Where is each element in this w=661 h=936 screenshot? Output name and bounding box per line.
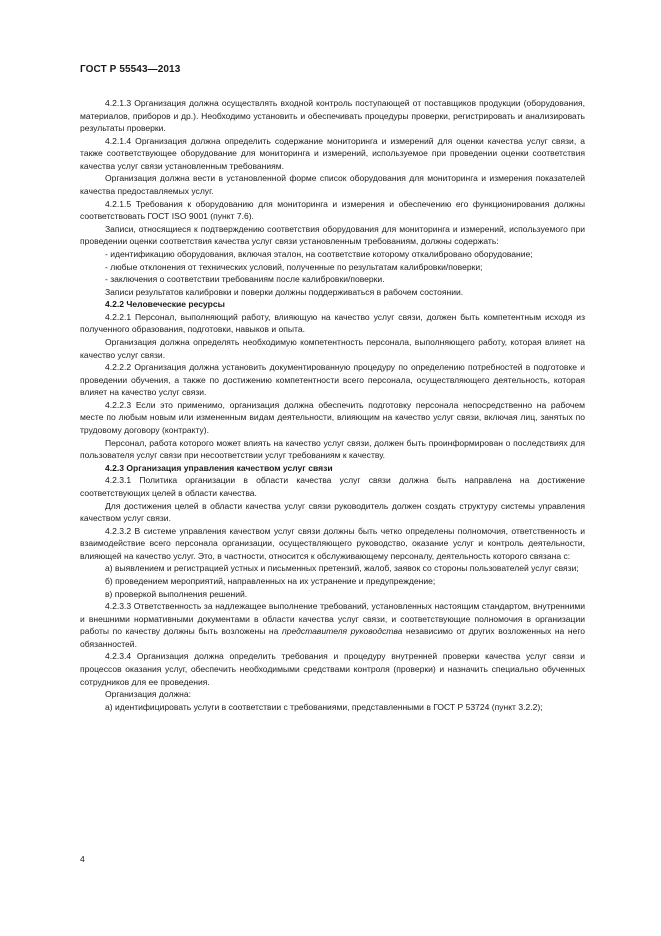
emphasis-text: представителя руководства xyxy=(282,626,403,637)
list-item: - идентификацию оборудования, включая эталон, на соответствие которому откалибровано оборудование; xyxy=(105,248,533,259)
paragraph: Записи результатов калибровки и поверки должны поддерживаться в рабочем состоянии. xyxy=(105,286,464,297)
list-item: а) идентифицировать услуги в соответствии с требованиями, представленными в ГОСТ Р 53724 (пункт 3.2.2); xyxy=(105,701,543,712)
paragraph: 4.2.2.2 Организация должна установить документированную процедуру по определению потребностей в подготовке и проведении обучения, а также по достижению компетентности всего персонала, осуществляющего деятельность, которая влияет на качество услуг связи. xyxy=(80,362,585,398)
list-item: - любые отклонения от технических условий, полученные по результатам калибровки/поверки; xyxy=(105,261,483,272)
paragraph-text: независимо от других возложенных на него обязанностей. xyxy=(80,626,586,649)
paragraph: 4.2.1.5 Требования к оборудованию для мониторинга и измерения и обеспечению его функционирования должны соответствовать ГОСТ ISO 9001 (пункт 7.6). xyxy=(80,198,585,222)
paragraph: Для достижения целей в области качества услуг связи руководитель должен создать структуру системы управления качеством услуг связи. xyxy=(80,500,585,524)
list-item: в) проверкой выполнения решений. xyxy=(105,588,248,599)
section-heading: 4.2.2 Человеческие ресурсы xyxy=(105,299,225,310)
section-heading: 4.2.3 Организация управления качеством услуг связи xyxy=(105,462,333,473)
list-item: б) проведением мероприятий, направленных на их устранение и предупреждение; xyxy=(105,575,436,586)
list-item: а) выявлением и регистрацией устных и письменных претензий, жалоб, заявок со стороны пользователей услуг связи; xyxy=(105,563,579,574)
paragraph: 4.2.3.2 В системе управления качеством услуг связи должны быть четко определены полномочия, ответственность и взаимодействие всего персонала организации, осуществляющего руководство, оказание услуг и контроль деятельности, влияющей на качество услуг. Это, в частности, относится к обслуживающему персоналу, деятельность которого связана с: xyxy=(80,525,585,561)
paragraph: 4.2.2.1 Персонал, выполняющий работу, влияющую на качество услуг связи, должен быть компетентным исходя из полученного образования, подготовки, навыков и опыта. xyxy=(80,311,585,335)
paragraph: Организация должна определять необходимую компетентность персонала, выполняющего работу, которая влияет на качество услуг связи. xyxy=(80,336,585,360)
paragraph: 4.2.3.1 Политика организации в области качества услуг связи должна быть направлена на достижение соответствующих целей в области качества. xyxy=(80,475,585,498)
document-body xyxy=(80,97,585,713)
paragraph: 4.2.3.4 Организация должна определить требования и процедуру внутренней проверки качества услуг связи и процессов оказания услуг, обеспечить необходимыми средствами контроля (проверки) и назначить специально обученных сотрудников для ее проведения. xyxy=(80,651,585,687)
page-header: ГОСТ Р 55543—2013 xyxy=(80,64,181,75)
paragraph-text: 4.2.3.3 Ответственность за надлежащее выполнение требований, установленных настоящим стандартом, внутренними и внешними нормативными документами в области качества услуг связи, и соответствующие полномочия в организации работы по качеству должны быть возложены на xyxy=(80,601,585,637)
paragraph: Записи, относящиеся к подтверждению соответствия оборудования для мониторинга и измерений, используемого при проведении оценки соответствия качества услуг связи установленным требованиям, должны содержать: xyxy=(80,223,585,247)
list-item: - заключения о соответствии требованиям после калибровки/поверки. xyxy=(105,274,385,285)
paragraph: Персонал, работа которого может влиять на качество услуг связи, должен быть проинформирован о последствиях для пользователя услуг связи при несоответствии услуг требованиям к качеству. xyxy=(80,437,585,461)
page-number: 4 xyxy=(80,854,85,864)
paragraph: 4.2.2.3 Если это применимо, организация должна обеспечить подготовку персонала непосредственно на рабочем месте по любым новым или измененным видам деятельности, влияющим на качество услуг связи, включая лиц, занятых по трудовому договору (контракту). xyxy=(80,399,585,436)
paragraph: 4.2.1.4 Организация должна определить содержание мониторинга и измерений для оценки качества услуг связи, а также соответствующее оборудование для мониторинга и измерений, используемое при проведении оценки соответствия качества услуг связи установленным требованиям. xyxy=(80,135,585,171)
paragraph: Организация должна вести в установленной форме список оборудования для мониторинга и измерения показателей качества предоставляемых услуг. xyxy=(80,173,585,197)
paragraph: 4.2.1.3 Организация должна осуществлять входной контроль поступающей от поставщиков продукции (оборудования, материалов, приборов и др.). Необходимо установить и обеспечивать процедуры проверки, регистрировать и анализировать результаты проверки. xyxy=(80,98,585,134)
paragraph: Организация должна: xyxy=(105,689,192,700)
paragraph xyxy=(80,600,585,650)
